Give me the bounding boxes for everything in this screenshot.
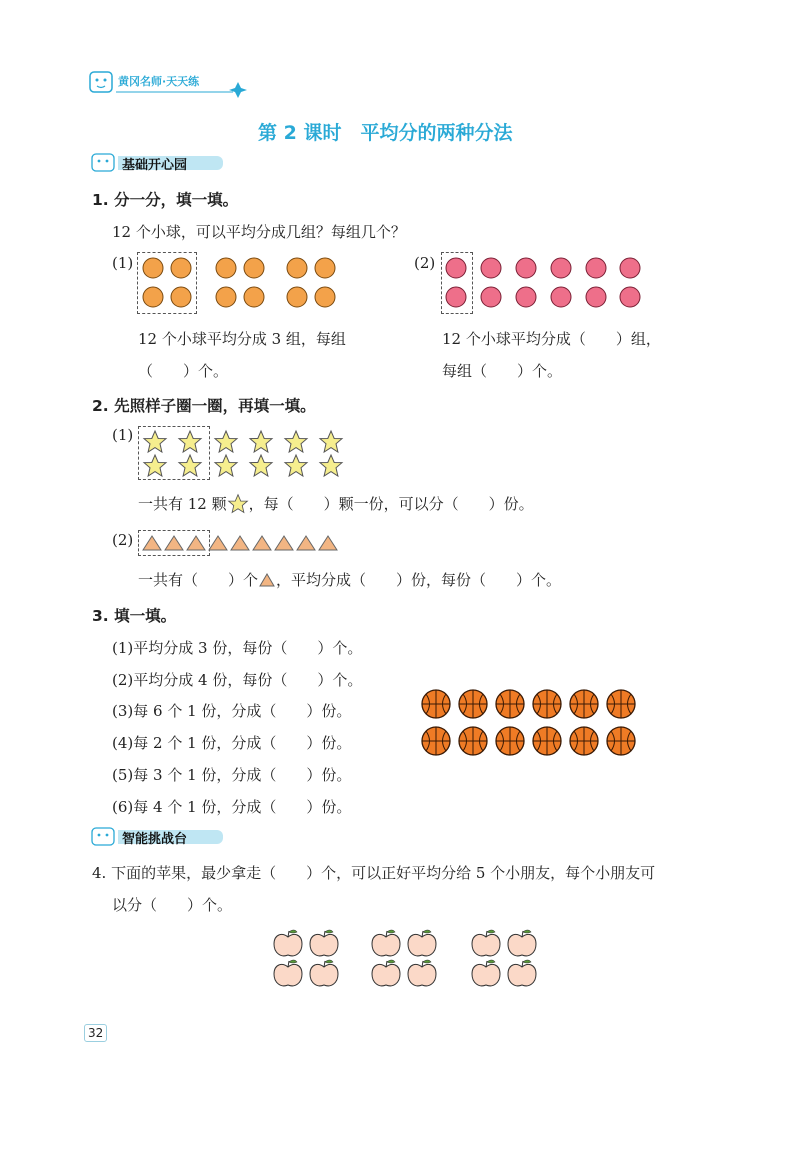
section-header-basic xyxy=(90,152,230,172)
q1-part2-label: (2) xyxy=(414,254,436,272)
brand-text: 黄冈名师·天天练 xyxy=(118,75,200,88)
q2-part1-text-b: ，每（ ）颗一份，可以分（ ）份。 xyxy=(248,495,534,513)
q2-part2-text-b: ，平均分成（ ）份，每份（ ）个。 xyxy=(276,571,562,589)
bear-icon xyxy=(90,826,118,846)
stars-group xyxy=(141,428,351,478)
orange-ball xyxy=(315,287,335,307)
section-header-challenge xyxy=(90,826,230,846)
q2-part1-line xyxy=(138,493,534,514)
q3-item: (3)每 6 个 1 份，分成（ ）份。 xyxy=(112,702,352,720)
q3-title: 3. 填一填。 xyxy=(92,607,177,625)
q2-title: 2. 先照样子圈一圈，再填一填。 xyxy=(92,397,316,415)
q3-item: (1)平均分成 3 份，每份（ ）个。 xyxy=(112,639,363,657)
orange-ball xyxy=(171,258,191,278)
q1-part1-line1: 12 个小球平均分成 3 组，每组 xyxy=(138,330,346,348)
orange-balls-group xyxy=(140,255,340,315)
q2-part2-line xyxy=(138,569,561,590)
q1-prompt: 12 个小球，可以平均分成几组？每组几个？ xyxy=(112,223,406,241)
orange-ball xyxy=(171,287,191,307)
q3-item: (6)每 4 个 1 份，分成（ ）份。 xyxy=(112,798,352,816)
basketballs-group xyxy=(420,688,640,758)
header-brand-bar xyxy=(88,68,258,98)
orange-ball xyxy=(143,287,163,307)
q1-part1-line2: （ ）个。 xyxy=(138,362,229,380)
orange-ball xyxy=(315,258,335,278)
q1-title: 1. 分一分，填一填。 xyxy=(92,191,239,209)
q2-part1-text-a: 一共有 12 颗 xyxy=(138,495,227,513)
orange-ball xyxy=(287,287,307,307)
page-number: 32 xyxy=(84,1024,107,1042)
q2-part1-label: (1) xyxy=(112,426,134,444)
q3-item: (5)每 3 个 1 份，分成（ ）份。 xyxy=(112,766,352,784)
q3-item: (4)每 2 个 1 份，分成（ ）份。 xyxy=(112,734,352,752)
triangles-group xyxy=(142,533,342,553)
apples-group xyxy=(272,928,542,990)
q4-line1: 4. 下面的苹果，最少拿走（ ）个，可以正好平均分给 5 个小朋友，每个小朋友可 xyxy=(92,864,656,882)
q2-part2-text-a: 一共有（ ）个 xyxy=(138,571,259,589)
orange-ball xyxy=(216,258,236,278)
page-title: 第 2 课时 平均分的两种分法 xyxy=(258,122,513,144)
section-label-basic: 基础开心园 xyxy=(122,158,188,173)
orange-ball xyxy=(216,287,236,307)
q4-line2: 以分（ ）个。 xyxy=(112,896,233,914)
q2-part2-label: (2) xyxy=(112,531,134,549)
orange-ball xyxy=(244,258,264,278)
q1-part2-line2: 每组（ ）个。 xyxy=(442,362,563,380)
q1-part1-label: (1) xyxy=(112,254,134,272)
triangle-icon xyxy=(258,571,276,587)
star-icon xyxy=(227,494,249,512)
q1-part2-line1: 12 个小球平均分成（ ）组， xyxy=(442,330,661,348)
orange-ball xyxy=(287,258,307,278)
orange-ball xyxy=(244,287,264,307)
orange-ball xyxy=(143,258,163,278)
pink-balls-group xyxy=(444,255,644,315)
bear-icon xyxy=(90,152,118,172)
q3-item: (2)平均分成 4 份，每份（ ）个。 xyxy=(112,671,363,689)
section-label-challenge: 智能挑战台 xyxy=(122,832,188,847)
